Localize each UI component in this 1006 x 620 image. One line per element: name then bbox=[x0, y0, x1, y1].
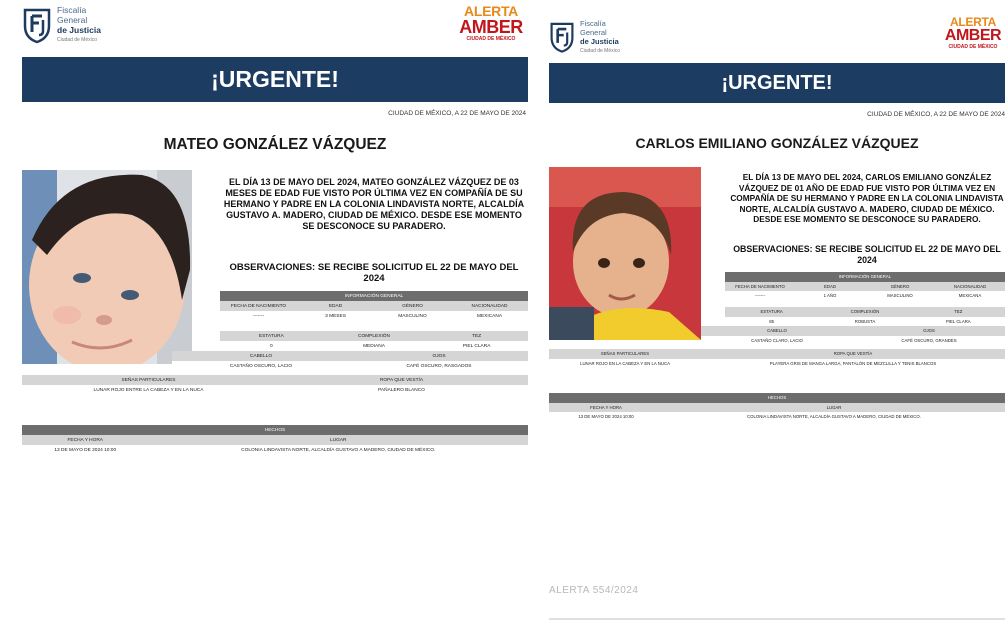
value-age: 3 MESES bbox=[297, 311, 374, 321]
value-place: COLONIA LINDAVISTA NORTE, ALCALDÍA GUSTAVO A MADERO, CIUDAD DE MÉXICO. bbox=[663, 412, 1005, 422]
header-place: LUGAR bbox=[149, 435, 529, 445]
value-birth: ------- bbox=[220, 311, 297, 321]
child-name: CARLOS EMILIANO GONZÁLEZ VÁZQUEZ bbox=[635, 135, 919, 151]
header-place: LUGAR bbox=[663, 403, 1005, 413]
child-photo bbox=[22, 170, 192, 364]
header-build: COMPLEXIÓN bbox=[323, 331, 426, 341]
marks-table bbox=[22, 375, 528, 395]
observations: OBSERVACIONES: SE RECIBE SOLICITUD EL 22 DE MAYO DEL 2024 bbox=[229, 262, 519, 284]
header-datetime: FECHA Y HORA bbox=[22, 435, 149, 445]
header-hair: CABELLO bbox=[701, 326, 853, 336]
fgj-line1: Fiscalía bbox=[57, 5, 87, 15]
value-height: 0 bbox=[220, 341, 323, 351]
amber-subtitle: CIUDAD DE MÉXICO bbox=[466, 36, 516, 42]
header-gender: GÉNERO bbox=[865, 282, 935, 292]
value-eyes: CAFÉ OSCURO, GRANDES bbox=[853, 336, 1005, 346]
case-description: EL DÍA 13 DE MAYO DEL 2024, MATEO GONZÁLEZ VÁZQUEZ DE 03 MESES DE EDAD FUE VISTO POR ÚLTIMA VEZ EN COMPAÑÍA DE SU HERMANO Y PADRE EN LA COLONIA LINDAVISTA NORTE, ALCALDÍA GUSTAVO A. MADERO, CIUDAD DE MÉXICO. DESDE ESE MOMENTO SE DESCONOCE SU PARADERO. bbox=[223, 177, 525, 231]
fgj-line3: de Justicia bbox=[580, 36, 619, 46]
toddler-photo-illustration bbox=[549, 167, 701, 340]
facts-table bbox=[549, 393, 1005, 422]
value-gender: MASCULINO bbox=[865, 291, 935, 301]
amber-word: AMBER bbox=[459, 17, 523, 37]
amber-word: AMBER bbox=[944, 27, 1002, 44]
value-marks: LUNAR ROJO ENTRE LA CABEZA Y EN LA NUCA bbox=[22, 385, 275, 395]
child-name: MATEO GONZÁLEZ VÁZQUEZ bbox=[163, 136, 387, 153]
header-marks: SEÑAS PARTICULARES bbox=[549, 349, 701, 359]
header-height: ESTATURA bbox=[220, 331, 323, 341]
value-clothes: PLAYERA GRIS DE MANGA LARGA, PANTALÓN DE MEZCLILLA Y TENIS BLANCOS bbox=[701, 359, 1005, 369]
header-build: COMPLEXIÓN bbox=[818, 307, 911, 317]
alerta-amber-logo bbox=[456, 4, 526, 42]
fgj-line1: Fiscalía bbox=[580, 18, 606, 28]
physical-info-table bbox=[220, 331, 528, 351]
value-skin: PIEL CLARA bbox=[425, 341, 528, 351]
fgj-logo bbox=[22, 4, 101, 44]
value-nationality: MEXICANA bbox=[935, 291, 1005, 301]
value-place: COLONIA LINDAVISTA NORTE, ALCALDÍA GUSTAVO A MADERO, CIUDAD DE MÉXICO. bbox=[149, 445, 529, 455]
fgj-subtitle: Ciudad de México bbox=[57, 37, 98, 43]
header-marks: SEÑAS PARTICULARES bbox=[22, 375, 275, 385]
header-eyes: OJOS bbox=[350, 351, 528, 361]
fgj-line2: General bbox=[580, 27, 607, 37]
observations: OBSERVACIONES: SE RECIBE SOLICITUD EL 22 DE MAYO DEL 2024 bbox=[733, 244, 1001, 265]
general-info-table bbox=[725, 272, 1005, 301]
value-height: 85 bbox=[725, 317, 818, 327]
header-nationality: NACIONALIDAD bbox=[451, 301, 528, 311]
header-hair: CABELLO bbox=[172, 351, 350, 361]
fgj-emblem-icon bbox=[22, 4, 52, 44]
alerta-amber-logo bbox=[941, 16, 1005, 50]
header-clothes: ROPA QUE VESTÍA bbox=[275, 375, 528, 385]
value-birth: ------- bbox=[725, 291, 795, 301]
marks-table bbox=[549, 349, 1005, 368]
header-birth: FECHA DE NACIMIENTO bbox=[725, 282, 795, 292]
value-nationality: MEXICANA bbox=[451, 311, 528, 321]
value-age: 1 AÑO bbox=[795, 291, 865, 301]
value-gender: MASCULINO bbox=[374, 311, 451, 321]
fgj-line2: General bbox=[57, 15, 88, 25]
value-hair: CASTAÑO CLARO, LACIO bbox=[701, 336, 853, 346]
physical-info-table bbox=[725, 307, 1005, 326]
header-age: EDAD bbox=[795, 282, 865, 292]
value-marks: LUNAR ROJO EN LA CABEZA Y EN LA NUCA bbox=[549, 359, 701, 369]
fgj-subtitle: Ciudad de México bbox=[580, 47, 621, 54]
header-skin: TEZ bbox=[425, 331, 528, 341]
header-datetime: FECHA Y HORA bbox=[549, 403, 663, 413]
value-clothes: PAÑALERO BLANCO bbox=[275, 385, 528, 395]
info-title: INFORMACIÓN GENERAL bbox=[220, 291, 528, 301]
info-title: INFORMACIÓN GENERAL bbox=[725, 272, 1005, 282]
hair-eyes-table bbox=[172, 351, 528, 371]
general-info-table bbox=[220, 291, 528, 321]
alert-card-carlos bbox=[549, 0, 1005, 620]
header-eyes: OJOS bbox=[853, 326, 1005, 336]
header-birth: FECHA DE NACIMIENTO bbox=[220, 301, 297, 311]
fgj-logo bbox=[549, 18, 620, 54]
city-date: CIUDAD DE MÉXICO, A 22 DE MAYO DE 2024 bbox=[388, 110, 526, 117]
header-skin: TEZ bbox=[912, 307, 1005, 317]
facts-table bbox=[22, 425, 528, 455]
case-description: EL DÍA 13 DE MAYO DEL 2024, CARLOS EMILIANO GONZÁLEZ VÁZQUEZ DE 01 AÑO DE EDAD FUE VISTO POR ÚLTIMA VEZ EN COMPAÑÍA DE SU HERMANO Y PADRE EN LA COLONIA LINDAVISTA NORTE, ALCALDÍA GUSTAVO A. MADERO, CIUDAD DE MÉXICO. DESDE ESE MOMENTO SE DESCONOCE SU PARADERO. bbox=[730, 172, 1004, 224]
value-skin: PIEL CLARA bbox=[912, 317, 1005, 327]
fgj-emblem-icon bbox=[549, 18, 575, 54]
facts-title: HECHOS bbox=[549, 393, 1005, 403]
alerta-word: ALERTA bbox=[950, 15, 996, 29]
value-build: MEDIANA bbox=[323, 341, 426, 351]
fgj-line3: de Justicia bbox=[57, 25, 101, 35]
value-build: ROBUSTA bbox=[818, 317, 911, 327]
value-datetime: 13 DE MAYO DE 2024 10:00 bbox=[22, 445, 149, 455]
header-clothes: ROPA QUE VESTÍA bbox=[701, 349, 1005, 359]
city-date: CIUDAD DE MÉXICO, A 22 DE MAYO DE 2024 bbox=[867, 111, 1005, 118]
hair-eyes-table bbox=[701, 326, 1005, 345]
value-datetime: 13 DE MAYO DE 2024 10:00 bbox=[549, 412, 663, 422]
urgent-banner: ¡URGENTE! bbox=[549, 63, 1005, 103]
value-hair: CASTAÑO OSCURO, LACIO bbox=[172, 361, 350, 371]
baby-photo-illustration bbox=[22, 170, 192, 364]
amber-subtitle: CIUDAD DE MÉXICO bbox=[948, 44, 998, 50]
header-nationality: NACIONALIDAD bbox=[935, 282, 1005, 292]
alert-number: ALERTA 554/2024 bbox=[549, 585, 639, 596]
value-eyes: CAFÉ OSCURO, RASGADOS bbox=[350, 361, 528, 371]
header-height: ESTATURA bbox=[725, 307, 818, 317]
alerta-word: ALERTA bbox=[464, 3, 518, 19]
header-gender: GÉNERO bbox=[374, 301, 451, 311]
child-photo bbox=[549, 167, 701, 340]
header-age: EDAD bbox=[297, 301, 374, 311]
facts-title: HECHOS bbox=[22, 425, 528, 435]
alert-card-mateo bbox=[22, 0, 528, 620]
urgent-banner: ¡URGENTE! bbox=[22, 57, 528, 102]
